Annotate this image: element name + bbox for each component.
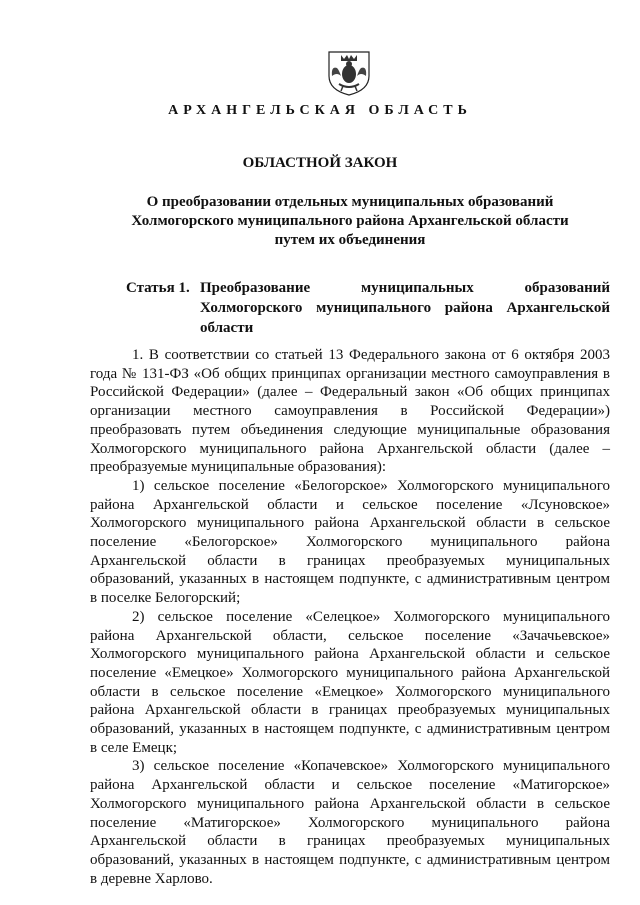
article-heading <box>126 278 610 338</box>
coat-of-arms-icon <box>327 50 371 96</box>
region-heading: АРХАНГЕЛЬСКАЯ ОБЛАСТЬ <box>168 103 472 118</box>
article-title: Преобразование муниципальных образований Холмогорского муниципального района Архангельской области <box>200 280 610 336</box>
article-number: Статья 1. <box>126 280 190 296</box>
subparagraph-2: 2) сельское поселение «Селецкое» Холмогорского муниципального района Архангельской области, сельское поселение «Зачачьевское» Холмогорского муниципального района Архангельской области и сельское поселение «Емецкое» Холмогорского муниципального района Архангельской области в сельское поселение «Емецкое» Холмогорского муниципального района Архангельской области в границах преобразуемых муниципальных образований, указанных в настоящем подпункте, с административным центром в селе Емецк; <box>90 608 610 756</box>
article-body <box>90 346 610 888</box>
paragraph-1: 1. В соответствии со статьей 13 Федерального закона от 6 октября 2003 года № 131-ФЗ «Об общих принципах организации местного самоуправления в Российской Федерации» (далее – Федеральный закон «Об общих принципах организации местного самоуправления в Российской Федерации») преобразовать путем объединения следующие муниципальные образования Холмогорского муниципального района Архангельской области (далее – преобразуемые муниципальные образования): <box>90 347 610 476</box>
subparagraph-3: 3) сельское поселение «Копачевское» Холмогорского муниципального района Архангельской области и сельское поселение «Матигорское» Холмогорского муниципального района Архангельской области в сельское поселение «Матигорское» Холмогорского муниципального района Архангельской области в границах преобразуемых муниципальных образований, указанных в настоящем подпункте, с административным центром в деревне Харлово. <box>90 758 610 887</box>
law-type-heading: ОБЛАСТНОЙ ЗАКОН <box>242 155 398 171</box>
subparagraph-1: 1) сельское поселение «Белогорское» Холмогорского муниципального района Архангельской области и сельское поселение «Лсуновское» Холмогорского муниципального района Архангельской области в сельское поселение «Белогорское» Холмогорского муниципального района Архангельской области в границах преобразуемых муниципальных образований, указанных в настоящем подпункте, с административным центром в поселке Белогорский; <box>90 477 610 607</box>
law-title: О преобразовании отдельных муниципальных образований Холмогорского муниципального района Архангельской области путем их объединения <box>131 194 569 248</box>
